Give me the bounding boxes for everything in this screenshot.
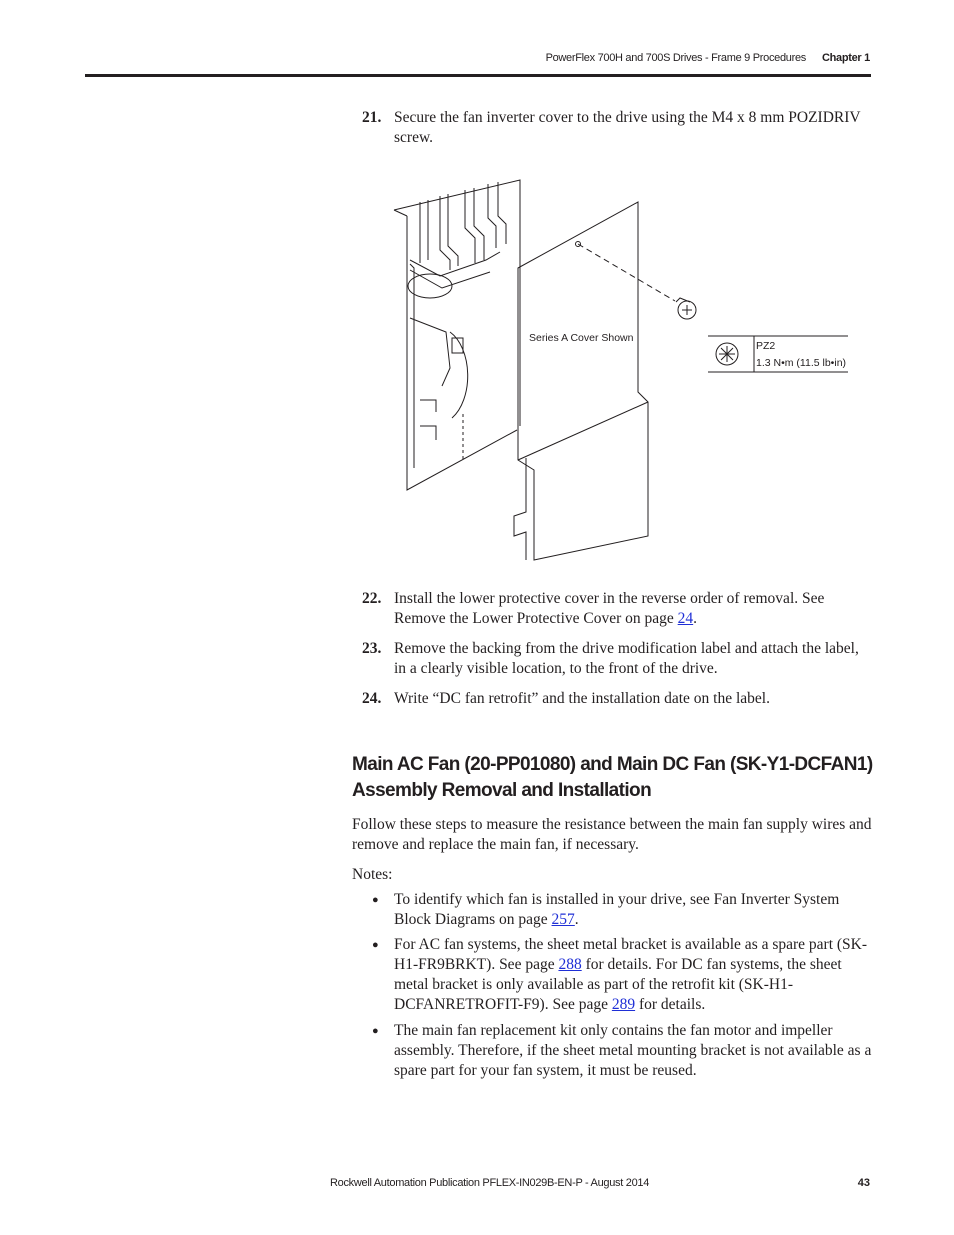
note-bullet-3 [372,1021,874,1081]
figure-caption: Series A Cover Shown [529,332,634,344]
header-rule [85,74,871,77]
step-24 [362,689,874,709]
step-number: 22. [362,590,382,607]
step-text: Secure the fan inverter cover to the drive using the M4 x 8 mm POZIDRIV screw. [394,109,861,146]
pozidriv-bit-icon [716,343,738,365]
note-bullet-1 [372,890,874,930]
page-link-24[interactable]: 24 [677,610,694,627]
page-link-288[interactable]: 288 [558,956,582,973]
note-bullet-2 [372,935,874,1015]
m4-screw [676,298,696,319]
page-link-257[interactable]: 257 [551,911,575,928]
page-link-289[interactable]: 289 [611,996,636,1013]
tool-bit-label: PZ2 [756,340,776,352]
step-text: Remove the backing from the drive modification label and attach the label, in a clearly visible location, to the front of the drive. [394,640,859,677]
step-text: Install the lower protective cover in the reverse order of removal. See Remove the Lower Protective Cover on page 24. [394,590,825,627]
notes-label: Notes: [352,866,393,883]
bullet-text: For AC fan systems, the sheet metal bracket is available as a spare part (SK-H1-FR9BRKT). See page 288 for details. For DC fan systems, the sheet metal bracket is only available as part of the retrofit kit (SK-H1-DCFANRETROFIT-F9). See page 289 for details. [394,936,868,1013]
step-number: 24. [362,690,382,707]
footer-publication: Rockwell Automation Publication PFLEX-IN029B-EN-P - August 2014 [330,1177,650,1189]
bullet-text: The main fan replacement kit only contains the fan motor and impeller assembly. Therefore, if the sheet metal mounting bracket is not available as a spare part for your fan system, it must be reused. [394,1022,872,1079]
section-heading: Main AC Fan (20-PP01080) and Main DC Fan (SK-Y1-DCFAN1) Assembly Removal and Installation [352,754,873,801]
running-header-chapter: Chapter 1 [821,52,870,64]
section-intro: Follow these steps to measure the resistance between the main fan supply wires and remove and replace the main fan, if necessary. [352,816,872,853]
step-23 [362,639,874,679]
cover-assembly-drawing [350,168,860,568]
footer-page-number: 43 [857,1177,870,1189]
torque-value: 1.3 N•m (11.5 lb•in) [756,357,847,369]
step-22 [362,589,874,629]
bullet-dot: ● [372,1025,379,1037]
bullet-text: To identify which fan is installed in your drive, see Fan Inverter System Block Diagrams on page 257. [394,891,840,928]
step-number: 21. [362,109,382,126]
step-number: 23. [362,640,382,657]
fan-cover-installation-figure [350,168,860,568]
step-21 [362,108,874,148]
bullet-dot: ● [372,894,379,906]
bullet-dot: ● [372,939,379,951]
running-header-title: PowerFlex 700H and 700S Drives - Frame 9 Procedures [545,52,806,64]
step-text: Write “DC fan retrofit” and the installation date on the label. [394,690,770,707]
